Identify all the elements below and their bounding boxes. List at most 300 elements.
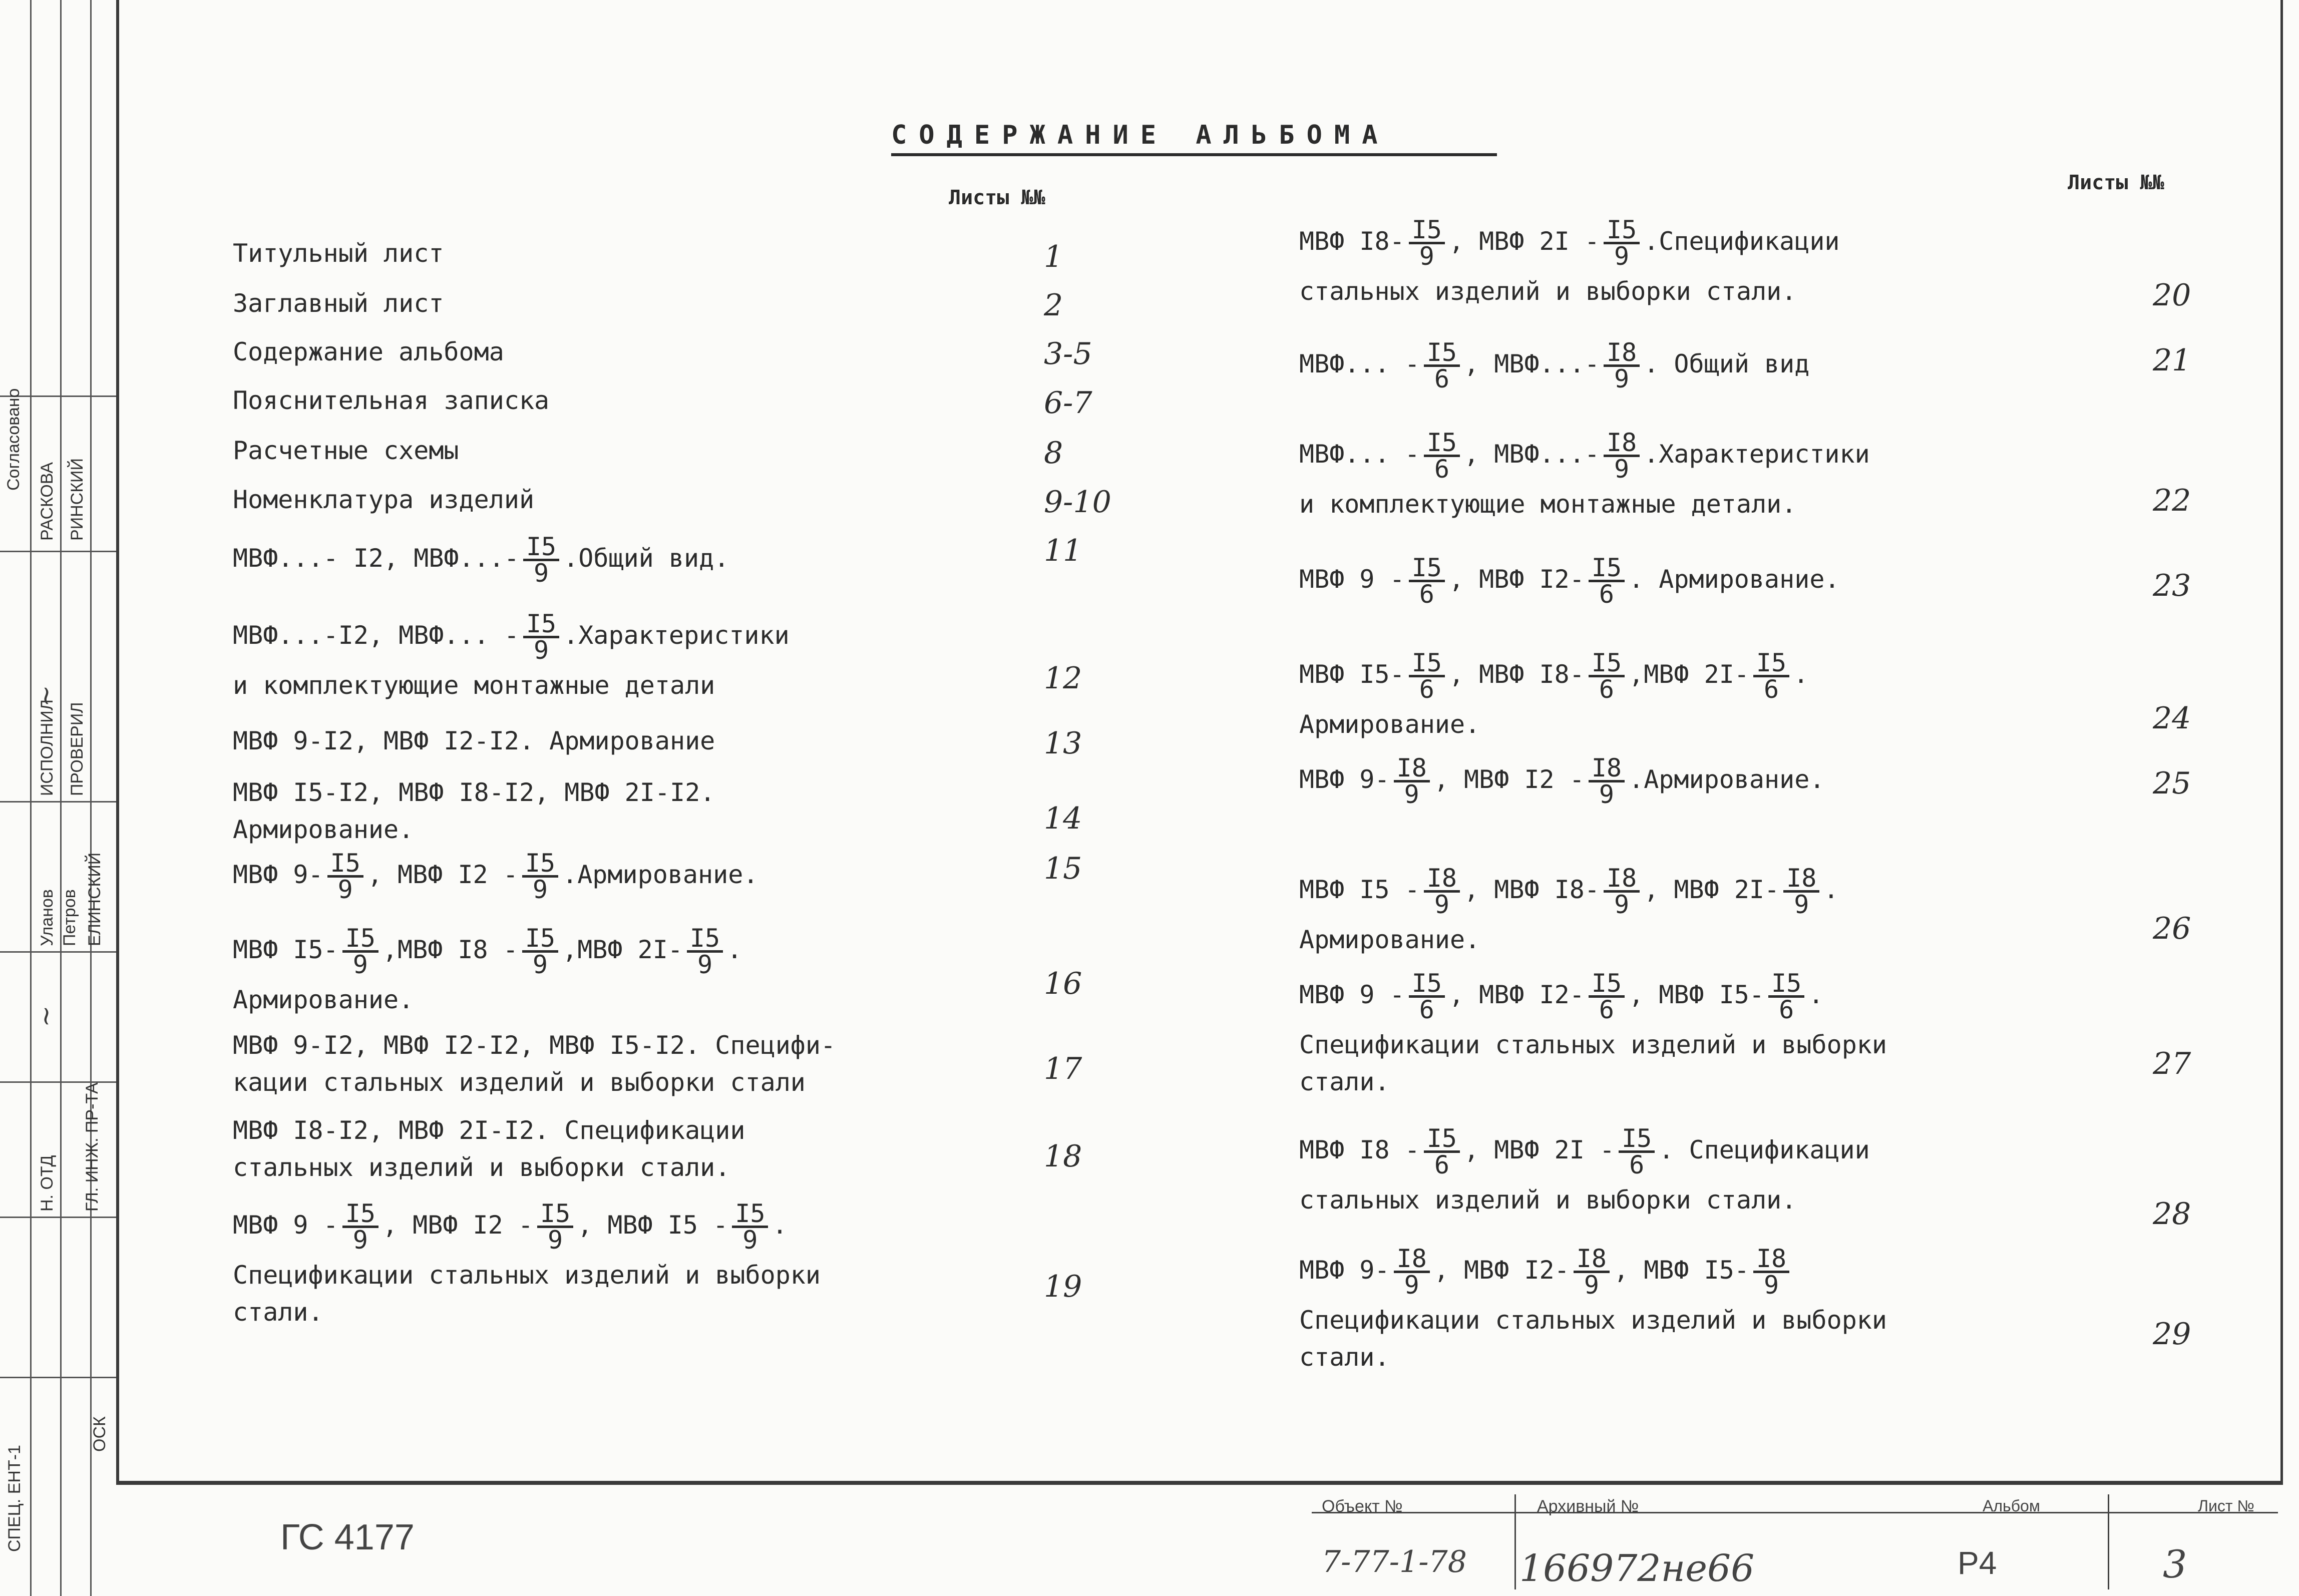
contents-entry-left — [233, 926, 742, 1014]
object-number: 7-77-1-78 — [1322, 1544, 1467, 1579]
entry-text: МВФ I8- — [1299, 227, 1405, 256]
entry-text: МВФ 9 - — [233, 1211, 338, 1240]
fraction — [1783, 866, 1819, 917]
entry-text: , МВФ I8- — [1464, 875, 1600, 904]
fraction-numerator: I5 — [537, 1202, 573, 1228]
entry-line — [1299, 1031, 1887, 1059]
entry-text: . — [772, 1211, 788, 1240]
contents-entry-left — [233, 486, 534, 514]
contents-entry-left — [233, 1116, 745, 1181]
sheet-number: 2 — [1044, 288, 1063, 323]
fraction — [1409, 215, 1445, 271]
stamp-divider — [30, 0, 32, 1596]
stamp-label: ПРОВЕРИЛ — [68, 702, 87, 796]
entry-text: стальных изделий и выборки стали. — [1299, 277, 1797, 306]
entry-line — [1299, 1126, 1870, 1177]
fraction-numerator: I5 — [1424, 431, 1460, 457]
fraction — [1753, 648, 1789, 704]
stamp-divider — [0, 551, 116, 552]
fraction — [327, 851, 363, 902]
fraction-numerator: I5 — [1768, 971, 1804, 998]
entry-text: МВФ...-I2, МВФ... - — [233, 621, 519, 650]
entry-text: МВФ 9-I2, МВФ I2-I2. Армирование — [233, 726, 715, 755]
contents-entry-right — [1299, 428, 1870, 519]
fraction — [1589, 753, 1625, 809]
album-label: Альбом — [1983, 1497, 2040, 1515]
sheet-number: 25 — [2153, 766, 2191, 801]
fraction — [1394, 753, 1430, 809]
contents-entry-left — [233, 239, 444, 267]
contents-entry-right — [1299, 753, 1825, 809]
stamp-label: Согласовано — [4, 388, 23, 491]
entry-line — [233, 609, 790, 665]
fraction-denominator: 9 — [1404, 1271, 1419, 1300]
contents-entry-left — [233, 289, 444, 317]
stamp-label: ИСПОЛНИЛ — [38, 699, 57, 796]
fraction-denominator: 9 — [1763, 1271, 1779, 1300]
stamp-divider — [0, 1217, 116, 1218]
archive-number: 166972не66 — [1519, 1547, 1755, 1590]
archive-label: Архивный № — [1537, 1497, 1639, 1516]
fraction-denominator: 9 — [532, 875, 548, 904]
fraction-numerator: I5 — [523, 535, 559, 561]
fraction-denominator: 6 — [1599, 995, 1615, 1024]
fraction — [1424, 428, 1460, 484]
fraction-numerator: I5 — [523, 612, 559, 638]
fraction-denominator: 9 — [742, 1226, 758, 1255]
entry-text: МВФ 9- — [233, 860, 323, 889]
entry-text: Спецификации стальных изделий и выборки — [1299, 1306, 1887, 1335]
object-label: Объект № — [1322, 1497, 1403, 1516]
entry-line — [1299, 1186, 1870, 1214]
entry-text: . Спецификации — [1659, 1135, 1870, 1164]
entry-line — [233, 386, 549, 415]
fraction-denominator: 9 — [1419, 242, 1434, 271]
fraction-numerator: I8 — [1574, 1247, 1610, 1273]
fraction-denominator: 6 — [1779, 995, 1794, 1024]
entry-line — [233, 1199, 821, 1255]
fraction-numerator: I8 — [1604, 340, 1640, 367]
entry-text: .Общий вид. — [563, 544, 729, 573]
entry-text: МВФ... - — [1299, 349, 1420, 378]
fraction-numerator: I8 — [1394, 756, 1430, 782]
stamp-label: Петров — [60, 889, 79, 946]
entry-text: кации стальных изделий и выборки стали — [233, 1068, 806, 1097]
frame-bottom-border — [116, 1481, 2283, 1485]
entry-line — [1299, 428, 1870, 484]
entry-text: .Армирование. — [562, 860, 758, 889]
fraction-denominator: 9 — [1614, 455, 1630, 484]
entry-text: стальных изделий и выборки стали. — [1299, 1185, 1797, 1215]
contents-entry-left — [233, 437, 459, 465]
entry-text: , МВФ I2 - — [367, 860, 518, 889]
sheet-number: 18 — [1044, 1139, 1082, 1174]
entry-text: , МВФ...- — [1464, 440, 1600, 469]
entry-text: Спецификации стальных изделий и выборки — [1299, 1030, 1887, 1059]
entry-text: МВФ...- I2, МВФ...- — [233, 544, 519, 573]
approval-stamp — [0, 0, 116, 1596]
sheet-number: 22 — [2153, 483, 2191, 518]
entry-line — [233, 816, 715, 844]
entry-text: стали. — [1299, 1067, 1390, 1096]
sheet-number: 16 — [1044, 966, 1082, 1001]
entry-line — [233, 1116, 745, 1144]
fraction-denominator: 9 — [352, 950, 368, 979]
entry-text: , МВФ I2- — [1448, 565, 1585, 594]
fraction-numerator: I5 — [687, 926, 723, 953]
entry-line — [1299, 1343, 1887, 1371]
fraction — [1409, 971, 1445, 1022]
sheets-column-header: Листы №№ — [949, 186, 1045, 209]
entry-line — [233, 1153, 745, 1181]
sheet-number: 14 — [1044, 801, 1082, 836]
entry-line — [1299, 490, 1870, 518]
sheet-label: Лист № — [2198, 1497, 2254, 1515]
entry-line — [233, 1298, 821, 1326]
fraction — [342, 1199, 378, 1255]
stamp-label: Уланов — [38, 889, 57, 946]
fraction-numerator: I5 — [1409, 971, 1445, 998]
fraction — [522, 926, 558, 977]
fraction-denominator: 9 — [532, 950, 548, 979]
fraction-numerator: I5 — [522, 926, 558, 953]
entry-line — [1299, 926, 1838, 954]
entry-line — [1299, 648, 1809, 704]
stamp-label: РАСКОВА — [38, 462, 57, 541]
title-block-line — [2108, 1494, 2109, 1589]
sheet-number: 11 — [1044, 533, 1082, 568]
fraction-denominator: 6 — [1419, 675, 1434, 704]
sheet-number: 24 — [2153, 701, 2191, 736]
contents-entry-left — [233, 386, 549, 415]
fraction — [1589, 553, 1625, 609]
sheet-number: 21 — [2153, 343, 2191, 378]
entry-text: Содержание альбома — [233, 337, 504, 366]
fraction-numerator: I5 — [1589, 556, 1625, 582]
entry-text: Спецификации стальных изделий и выборки — [233, 1261, 821, 1290]
entry-line — [233, 239, 444, 267]
entry-text: МВФ 9- — [1299, 765, 1390, 794]
fraction — [537, 1199, 573, 1255]
entry-text: МВФ I8 - — [1299, 1135, 1420, 1164]
stamp-label: РИНСКИЙ — [68, 458, 87, 541]
fraction — [522, 851, 558, 902]
contents-entry-left — [233, 727, 715, 755]
entry-text: , МВФ I5- — [1629, 980, 1765, 1009]
stamp-divider — [60, 0, 62, 1596]
stamp-label: ГЛ. ИНЖ. ПР-ТА — [83, 1082, 102, 1212]
fraction — [1424, 866, 1460, 917]
entry-line — [1299, 866, 1838, 917]
entry-line — [1299, 1244, 1887, 1300]
entry-line — [233, 486, 534, 514]
stamp-label: Н. ОТД — [38, 1155, 57, 1212]
entry-line — [233, 1031, 836, 1059]
entry-text: , МВФ 2I- — [1644, 875, 1780, 904]
entry-text: . Армирование. — [1629, 565, 1840, 594]
entry-line — [1299, 1306, 1887, 1334]
entry-text: МВФ I5 - — [1299, 875, 1420, 904]
fraction — [1424, 1126, 1460, 1177]
entry-text: , МВФ I2 - — [382, 1211, 533, 1240]
entry-text: , МВФ I2- — [1433, 1256, 1570, 1285]
entry-line — [233, 986, 742, 1014]
album-value: Р4 — [1958, 1545, 1997, 1581]
fraction-numerator: I5 — [1409, 556, 1445, 582]
entry-text: стали. — [1299, 1343, 1390, 1372]
entry-text: МВФ I5- — [233, 935, 338, 964]
fraction — [1574, 1244, 1610, 1300]
contents-entry-right — [1299, 866, 1838, 954]
fraction — [523, 609, 559, 665]
fraction-numerator: I5 — [1753, 651, 1789, 677]
entry-text: Армирование. — [1299, 925, 1480, 954]
entry-line — [1299, 340, 1809, 391]
entry-line — [1299, 553, 1840, 609]
fraction — [1409, 553, 1445, 609]
entry-text: стали. — [233, 1298, 323, 1327]
entry-line — [233, 926, 742, 977]
entry-line — [1299, 710, 1808, 738]
sheet-number: 12 — [1044, 661, 1082, 696]
fraction-numerator: I8 — [1783, 866, 1819, 893]
fraction — [1768, 971, 1804, 1022]
entry-text: , МВФ...- — [1464, 349, 1600, 378]
entry-text: .Спецификации — [1644, 227, 1840, 256]
fraction — [1619, 1126, 1655, 1177]
sheet-number: 15 — [1044, 851, 1082, 886]
fraction — [1589, 971, 1625, 1022]
entry-line — [1299, 215, 1840, 271]
sheet-number: 3-5 — [1044, 336, 1092, 371]
fraction-denominator: 9 — [1614, 242, 1630, 271]
entry-line — [1299, 277, 1840, 305]
fraction-numerator: I5 — [342, 926, 378, 953]
fraction-denominator: 9 — [534, 559, 549, 588]
entry-text: . — [727, 935, 742, 964]
fraction — [1753, 1244, 1789, 1300]
entry-line — [233, 851, 758, 902]
fraction-numerator: I5 — [522, 851, 558, 878]
entry-text: , МВФ I8- — [1448, 660, 1585, 689]
signature: ~ — [31, 685, 61, 707]
fraction-numerator: I8 — [1589, 756, 1625, 782]
entry-text: . Общий вид — [1644, 349, 1810, 378]
contents-entry-right — [1299, 1244, 1887, 1372]
contents-entry-left — [233, 778, 715, 844]
entry-text: ,МВФ I8 - — [382, 935, 518, 964]
fraction — [1604, 866, 1640, 917]
stamp-divider — [0, 951, 116, 953]
fraction-denominator: 6 — [1434, 364, 1449, 393]
fraction-denominator: 6 — [1763, 675, 1779, 704]
entry-text: Заглавный лист — [233, 289, 444, 318]
fraction — [342, 926, 378, 977]
contents-entry-right — [1299, 553, 1840, 609]
entry-text: Армирование. — [233, 815, 414, 844]
entry-line — [1299, 971, 1887, 1022]
frame-right-border — [2280, 0, 2283, 1484]
sheet-number: 28 — [2153, 1196, 2191, 1232]
fraction — [1409, 648, 1445, 704]
entry-text: .Армирование. — [1629, 765, 1825, 794]
fraction-numerator: I5 — [1424, 1126, 1460, 1153]
contents-entry-left — [233, 532, 729, 588]
stamp-label: ОСК — [90, 1416, 109, 1452]
fraction-denominator: 6 — [1629, 1150, 1645, 1179]
entry-text: МВФ 9 - — [1299, 565, 1405, 594]
sheet-number: 17 — [1044, 1051, 1082, 1086]
sheet-number: 26 — [2153, 911, 2191, 946]
fraction-denominator: 9 — [1404, 780, 1419, 809]
entry-line — [233, 1068, 836, 1096]
fraction — [1589, 648, 1625, 704]
entry-text: МВФ I5- — [1299, 660, 1405, 689]
title-block-line — [1312, 1512, 2278, 1513]
contents-entry-right — [1299, 215, 1840, 306]
fraction — [1604, 340, 1640, 391]
entry-text: , МВФ I5 - — [577, 1211, 728, 1240]
fraction-denominator: 6 — [1599, 675, 1615, 704]
fraction-denominator: 9 — [548, 1226, 563, 1255]
fraction-numerator: I8 — [1394, 1247, 1430, 1273]
fraction-denominator: 9 — [697, 950, 713, 979]
entry-line — [233, 289, 444, 317]
contents-entry-right — [1299, 648, 1809, 739]
sheet-value: 3 — [2163, 1542, 2187, 1586]
entry-line — [233, 1261, 821, 1289]
fraction — [1394, 1244, 1430, 1300]
entry-text: , МВФ I2 - — [1433, 765, 1585, 794]
album-code: ГС 4177 — [280, 1517, 415, 1557]
entry-line — [233, 778, 715, 807]
fraction-denominator: 6 — [1599, 580, 1615, 609]
sheet-number: 19 — [1044, 1269, 1082, 1304]
entry-text: , МВФ I2- — [1448, 980, 1585, 1009]
sheet-number: 6-7 — [1044, 385, 1092, 421]
entry-text: МВФ... - — [1299, 440, 1420, 469]
fraction — [1604, 215, 1640, 271]
fraction-denominator: 6 — [1419, 995, 1434, 1024]
fraction-numerator: I5 — [732, 1202, 768, 1228]
entry-text: МВФ I8-I2, МВФ 2I-I2. Спецификации — [233, 1116, 745, 1145]
sheet-number: 29 — [2153, 1317, 2191, 1352]
sheet-number: 8 — [1044, 436, 1063, 471]
fraction-numerator: I5 — [1424, 340, 1460, 367]
fraction-denominator: 9 — [1434, 890, 1449, 919]
contents-entry-right — [1299, 971, 1887, 1096]
entry-text: стальных изделий и выборки стали. — [233, 1153, 730, 1182]
entry-text: и комплектующие монтажные детали. — [1299, 490, 1797, 519]
fraction-denominator: 6 — [1419, 580, 1434, 609]
fraction-denominator: 6 — [1434, 455, 1449, 484]
entry-line — [233, 338, 504, 366]
entry-text: Номенклатура изделий — [233, 485, 535, 514]
fraction-numerator: I8 — [1604, 431, 1640, 457]
entry-text: Титульный лист — [233, 239, 444, 268]
entry-text: МВФ 9-I2, МВФ I2-I2, МВФ I5-I2. Специфи- — [233, 1031, 836, 1060]
entry-text: . — [1823, 875, 1839, 904]
page-title: СОДЕРЖАНИЕ АЛЬБОМА — [891, 120, 1497, 156]
fraction-denominator: 9 — [1614, 890, 1630, 919]
contents-entry-left — [233, 1031, 836, 1096]
fraction-denominator: 9 — [1584, 1271, 1599, 1300]
sheets-column-header: Листы №№ — [2068, 171, 2164, 194]
fraction — [1424, 340, 1460, 391]
sheet-number: 27 — [2153, 1046, 2191, 1081]
entry-text: МВФ I5-I2, МВФ I8-I2, МВФ 2I-I2. — [233, 778, 715, 807]
fraction-denominator: 9 — [337, 875, 353, 904]
stamp-divider — [0, 801, 116, 803]
fraction-denominator: 6 — [1434, 1150, 1449, 1179]
fraction-numerator: I5 — [1619, 1126, 1655, 1153]
entry-text: , МВФ I5- — [1614, 1256, 1749, 1285]
stamp-label: ЕЛИНСКИЙ — [85, 852, 104, 946]
entry-line — [233, 727, 715, 755]
entry-line — [233, 532, 729, 588]
sheet-number: 9-10 — [1044, 485, 1111, 520]
entry-text: и комплектующие монтажные детали — [233, 671, 715, 700]
entry-text: .Характеристики — [563, 621, 790, 650]
contents-entry-right — [1299, 340, 1809, 391]
fraction-numerator: I8 — [1753, 1247, 1789, 1273]
fraction-numerator: I5 — [342, 1202, 378, 1228]
fraction-numerator: I8 — [1604, 866, 1640, 893]
entry-text: Армирование. — [233, 985, 414, 1014]
entry-text: . — [1793, 660, 1809, 689]
contents-entry-left — [233, 1199, 821, 1327]
entry-text: Расчетные схемы — [233, 436, 459, 465]
contents-entry-left — [233, 609, 790, 700]
fraction-denominator: 9 — [1794, 890, 1809, 919]
sheet-number: 20 — [2153, 278, 2191, 313]
signature: ~ — [31, 1005, 61, 1027]
fraction — [523, 532, 559, 588]
fraction-numerator: I5 — [327, 851, 363, 878]
fraction-numerator: I5 — [1604, 218, 1640, 244]
entry-line — [233, 437, 459, 465]
entry-line — [1299, 1068, 1887, 1096]
sheet-number: 13 — [1044, 726, 1082, 761]
fraction-denominator: 9 — [1599, 780, 1615, 809]
entry-text: Армирование. — [1299, 710, 1480, 739]
contents-entry-left — [233, 851, 758, 902]
fraction — [732, 1199, 768, 1255]
fraction-denominator: 9 — [352, 1226, 368, 1255]
sheet-number: 23 — [2153, 568, 2191, 603]
frame-left-border — [116, 0, 119, 1484]
contents-entry-left — [233, 338, 504, 366]
title-block-line — [1514, 1494, 1516, 1589]
contents-entry-right — [1299, 1126, 1870, 1214]
fraction-numerator: I5 — [1589, 971, 1625, 998]
entry-text: , МВФ 2I - — [1448, 227, 1600, 256]
fraction-numerator: I5 — [1409, 651, 1445, 677]
entry-text: Пояснительная записка — [233, 386, 550, 415]
fraction-denominator: 9 — [534, 636, 549, 665]
stamp-divider — [90, 0, 92, 1596]
fraction-numerator: I8 — [1424, 866, 1460, 893]
entry-text: МВФ 9- — [1299, 1256, 1390, 1285]
sheet-number: 1 — [1044, 239, 1063, 274]
entry-line — [1299, 753, 1825, 809]
fraction-numerator: I5 — [1589, 651, 1625, 677]
entry-text: МВФ 9 - — [1299, 980, 1405, 1009]
fraction-denominator: 9 — [1614, 364, 1630, 393]
entry-text: ,МВФ 2I- — [562, 935, 683, 964]
entry-text: . — [1808, 980, 1824, 1009]
entry-line — [233, 671, 790, 699]
